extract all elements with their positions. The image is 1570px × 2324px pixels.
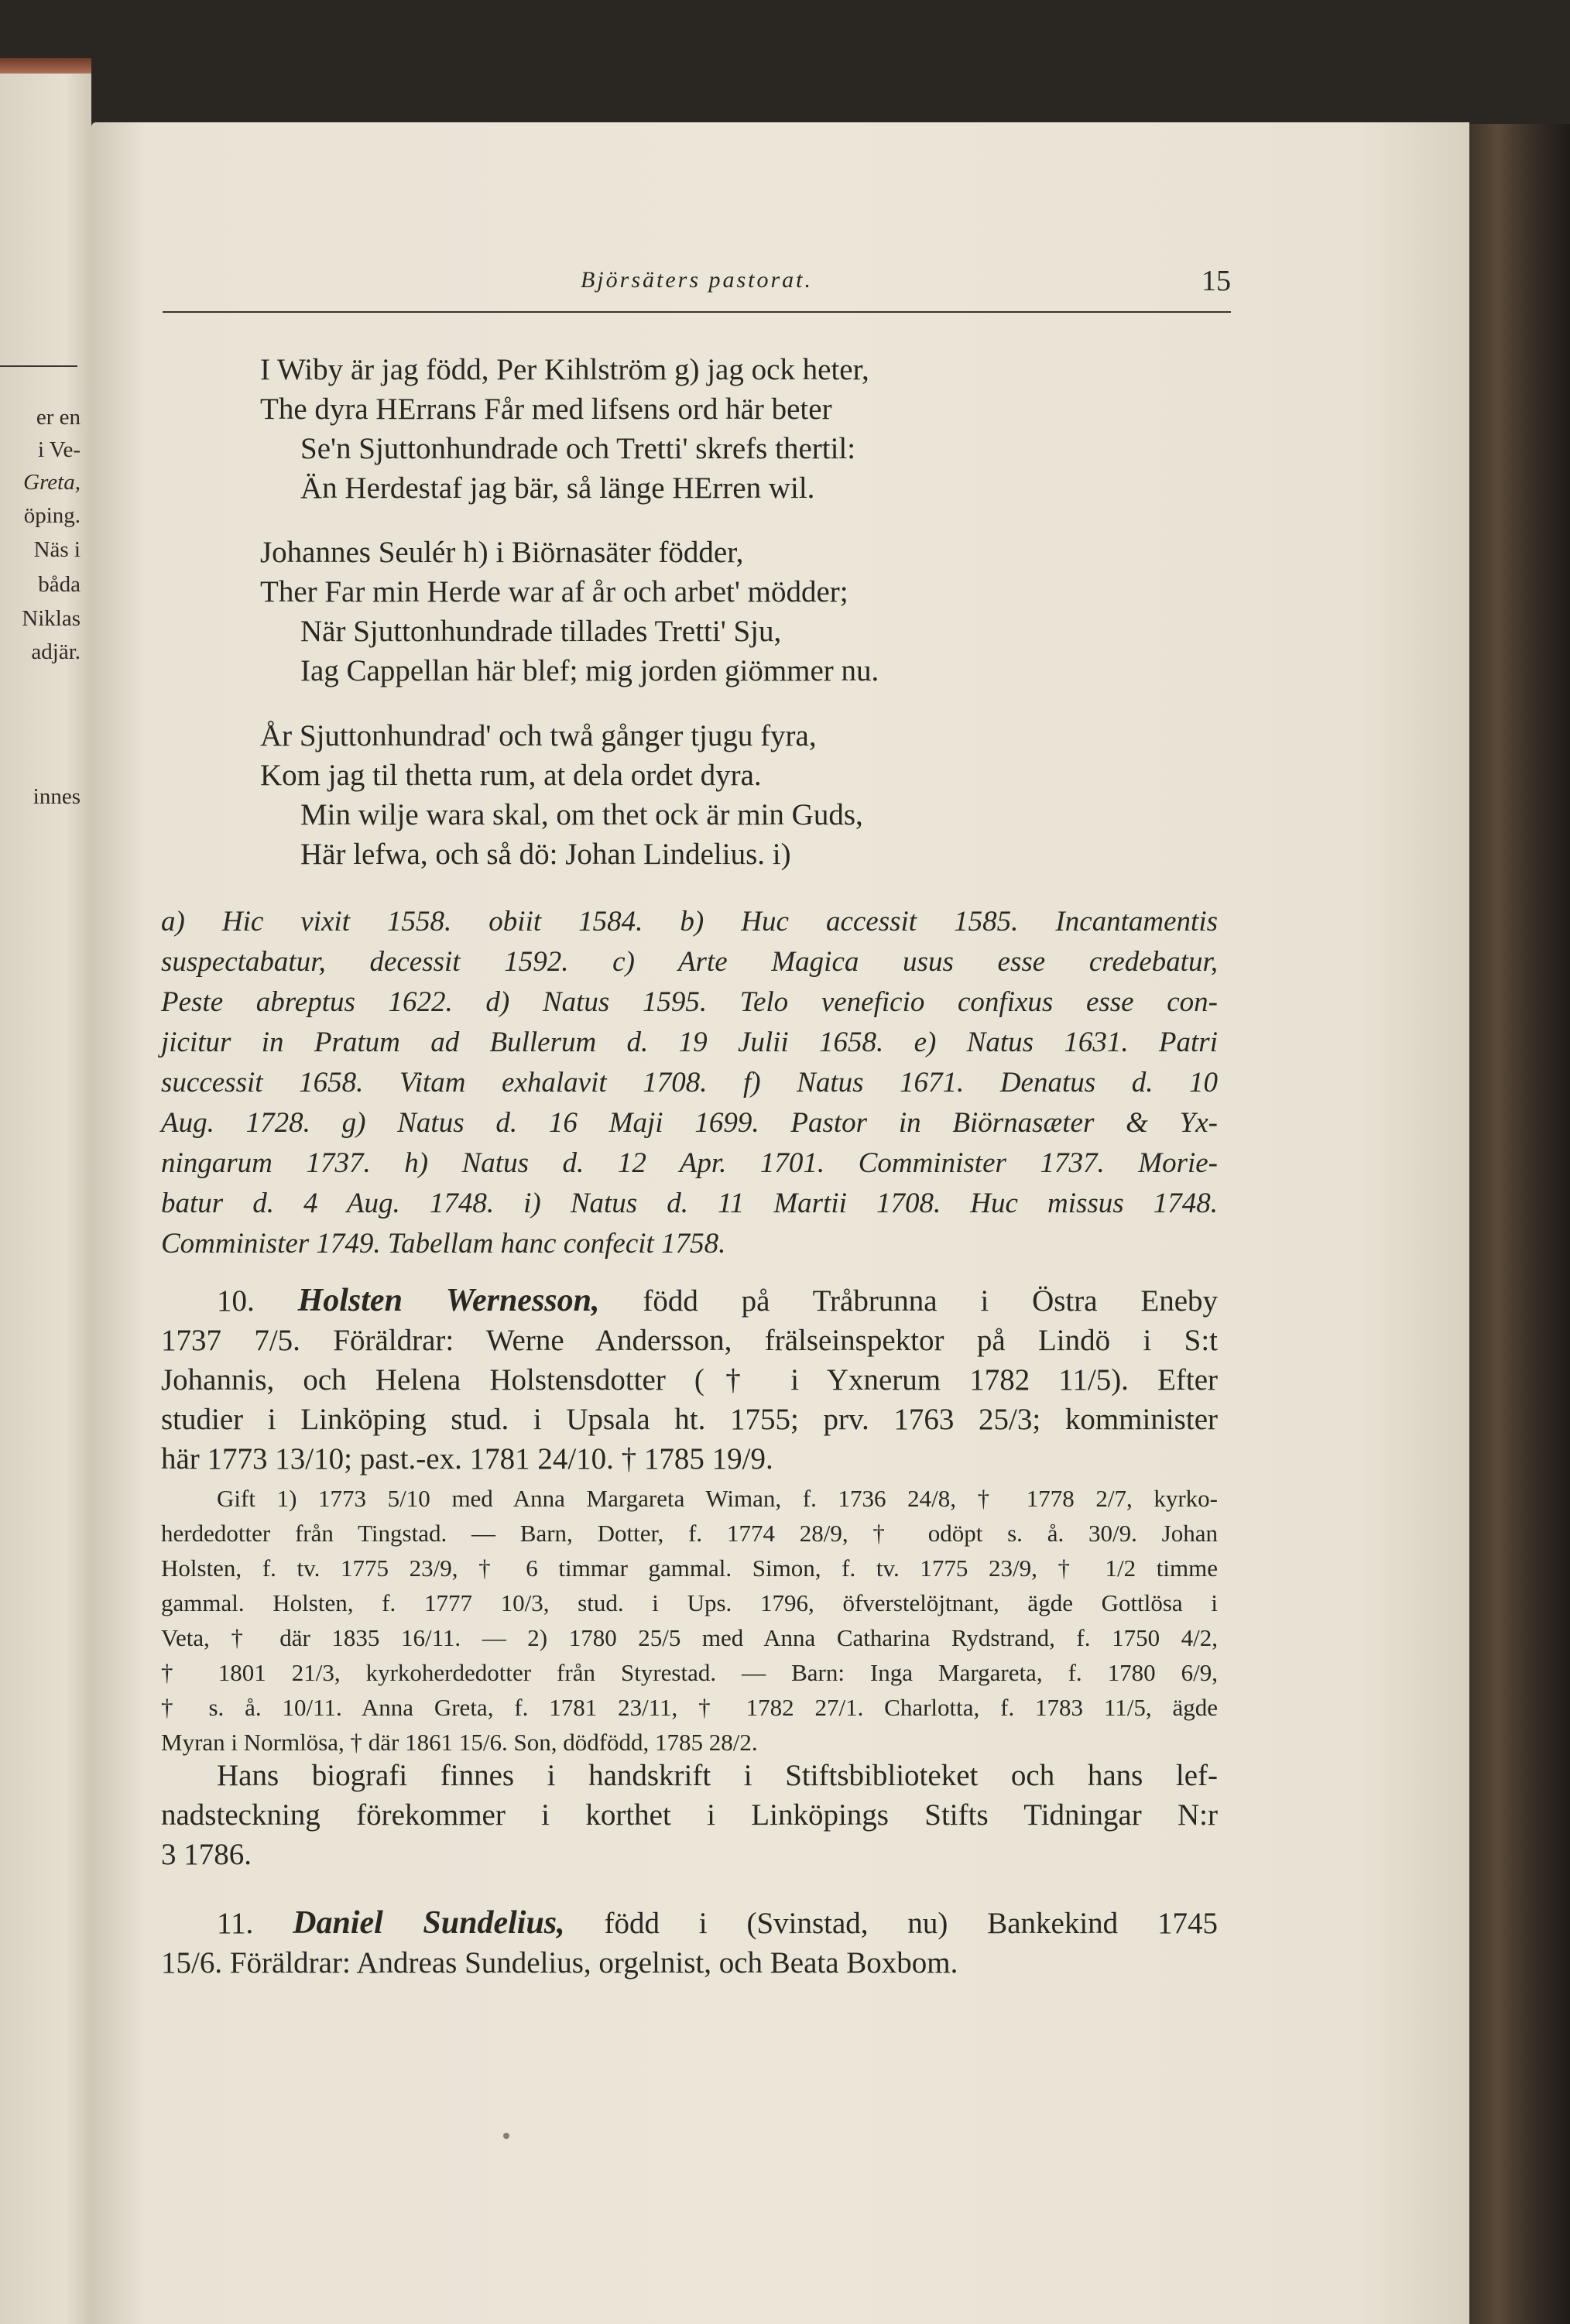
previous-page-fragment: öping.: [23, 503, 81, 528]
previous-page-fragment: adjär.: [31, 639, 81, 664]
previous-page-fragment: Näs i: [33, 537, 81, 562]
entry-name: Holsten Wernesson,: [297, 1283, 600, 1318]
previous-page-edge: [0, 74, 91, 2324]
entry-text: född i (Svinstad, nu) Bankekind 1745: [604, 1907, 1218, 1940]
poem-line: Johannes Seulér h) i Biörnasäter födder,: [260, 536, 744, 569]
entry-10: [161, 1281, 1218, 1479]
entry-line: 1737 7/5. Föräldrar: Werne Andersson, frälseinspektor på Lindö i S:t: [161, 1324, 1218, 1357]
footnote-line: Comminister 1749. Tabellam hanc confecit 1758.: [161, 1228, 726, 1260]
book-binding: [1467, 124, 1570, 2324]
footnote-line: ningarum 1737. h) Natus d. 12 Apr. 1701. Comminister 1737. Morie-: [161, 1147, 1218, 1179]
poem-line: I Wiby är jag född, Per Kihlström g) jag ock heter,: [260, 353, 869, 386]
header-rule: [163, 311, 1231, 313]
poem-line: The dyra HErrans Får med lifsens ord här beter: [260, 392, 832, 426]
poem-line: När Sjuttonhundrade tillades Tretti' Sju,: [300, 615, 782, 648]
page-number: 15: [1201, 265, 1231, 297]
poem-line: Se'n Sjuttonhundrade och Tretti' skrefs thertil:: [300, 432, 856, 465]
previous-page-fragment: båda: [38, 572, 81, 597]
biography-line: Hans biografi finnes i handskrift i Stiftsbiblioteket och hans lef-: [217, 1759, 1218, 1792]
entry-line: här 1773 13/10; past.-ex. 1781 24/10. † 1785 19/9.: [161, 1442, 773, 1476]
biography-line: nadsteckning förekommer i korthet i Linköpings Stifts Tidningar N:r: [161, 1798, 1218, 1832]
previous-page-fragment: Greta,: [23, 470, 81, 495]
family-line: gammal. Holsten, f. 1777 10/3, stud. i Ups. 1796, öfverstelöjtnant, ägde Gottlösa i: [161, 1589, 1218, 1616]
footnote-line: Aug. 1728. g) Natus d. 16 Maji 1699. Pastor in Biörnasæter & Yx-: [161, 1107, 1218, 1139]
family-line: † 1801 21/3, kyrkoherdedotter från Styrestad. — Barn: Inga Margareta, f. 1780 6/9,: [161, 1659, 1218, 1686]
running-head-title: Björsäters pastorat.: [580, 267, 814, 293]
previous-page-fragment: i Ve-: [37, 437, 81, 462]
entry-text: född på Tråbrunna i Östra Eneby: [643, 1284, 1219, 1318]
previous-page-rule: [0, 365, 77, 367]
footnotes: [161, 902, 1218, 1264]
family-line: Gift 1) 1773 5/10 med Anna Margareta Wiman, f. 1736 24/8, † 1778 2/7, kyrko-: [217, 1485, 1218, 1512]
poem-stanza-3: [260, 716, 1267, 874]
previous-page-fragment: er en: [36, 405, 81, 430]
entry-line: studier i Linköping stud. i Upsala ht. 1755; prv. 1763 25/3; komminister: [161, 1403, 1218, 1436]
footnote-line: jicitur in Pratum ad Bullerum d. 19 Julii 1658. e) Natus 1631. Patri: [161, 1027, 1218, 1058]
family-line: † s. å. 10/11. Anna Greta, f. 1781 23/11, † 1782 27/1. Charlotta, f. 1783 11/5, ägde: [161, 1694, 1218, 1721]
previous-page-fragment: Niklas: [22, 606, 81, 631]
poem-line: Än Herdestaf jag bär, så länge HErren wil.: [300, 471, 815, 505]
footnote-line: suspectabatur, decessit 1592. c) Arte Magica usus esse credebatur,: [161, 946, 1218, 978]
entry-heading-line: [161, 1281, 1218, 1321]
biography-line: 3 1786.: [161, 1838, 252, 1871]
entry-name: Daniel Sundelius,: [293, 1905, 565, 1941]
poem-stanza-1: [260, 350, 1267, 508]
poem-line: Kom jag til thetta rum, at dela ordet dyra.: [260, 759, 762, 792]
family-line: Myran i Normlösa, † där 1861 15/6. Son, dödfödd, 1785 28/2.: [161, 1729, 758, 1756]
footnote-line: Peste abreptus 1622. d) Natus 1595. Telo veneficio confixus esse con-: [161, 986, 1218, 1018]
entry-11: [161, 1904, 1218, 1983]
poem-line: År Sjuttonhundrad' och twå gånger tjugu fyra,: [260, 719, 817, 752]
poem-line: Ther Far min Herde war af år och arbet' mödder;: [260, 575, 848, 608]
entry-line: 15/6. Föräldrar: Andreas Sundelius, orgelnist, och Beata Boxbom.: [161, 1946, 958, 1980]
entry-10-family: [161, 1481, 1218, 1760]
entry-line: Johannis, och Helena Holstensdotter († i Yxnerum 1782 11/5). Efter: [161, 1363, 1218, 1397]
poem-stanza-2: [260, 533, 1267, 691]
running-head: [163, 267, 1231, 314]
footnote-line: a) Hic vixit 1558. obiit 1584. b) Huc accessit 1585. Incantamentis: [161, 906, 1218, 937]
entry-10-biography: [161, 1756, 1218, 1874]
family-line: herdedotter från Tingstad. — Barn, Dotter, f. 1774 28/9, † odöpt s. å. 30/9. Johan: [161, 1520, 1218, 1547]
family-line: Veta, † där 1835 16/11. — 2) 1780 25/5 med Anna Catharina Rydstrand, f. 1750 4/2,: [161, 1624, 1218, 1651]
family-line: Holsten, f. tv. 1775 23/9, † 6 timmar gammal. Simon, f. tv. 1775 23/9, † 1/2 timme: [161, 1554, 1218, 1582]
previous-page-fragment: innes: [33, 784, 81, 809]
entry-number: 11.: [217, 1907, 254, 1940]
paper-speck: [503, 2133, 509, 2139]
poem-line: Här lefwa, och så dö: Johan Lindelius. i): [300, 838, 791, 871]
footnote-line: batur d. 4 Aug. 1748. i) Natus d. 11 Martii 1708. Huc missus 1748.: [161, 1188, 1218, 1219]
poem-line: Iag Cappellan här blef; mig jorden giömmer nu.: [300, 654, 879, 687]
entry-number: 10.: [217, 1284, 255, 1318]
entry-heading-line: [161, 1904, 1218, 1943]
poem-line: Min wilje wara skal, om thet ock är min Guds,: [300, 798, 863, 831]
footnote-line: successit 1658. Vitam exhalavit 1708. f) Natus 1671. Denatus d. 10: [161, 1067, 1218, 1099]
